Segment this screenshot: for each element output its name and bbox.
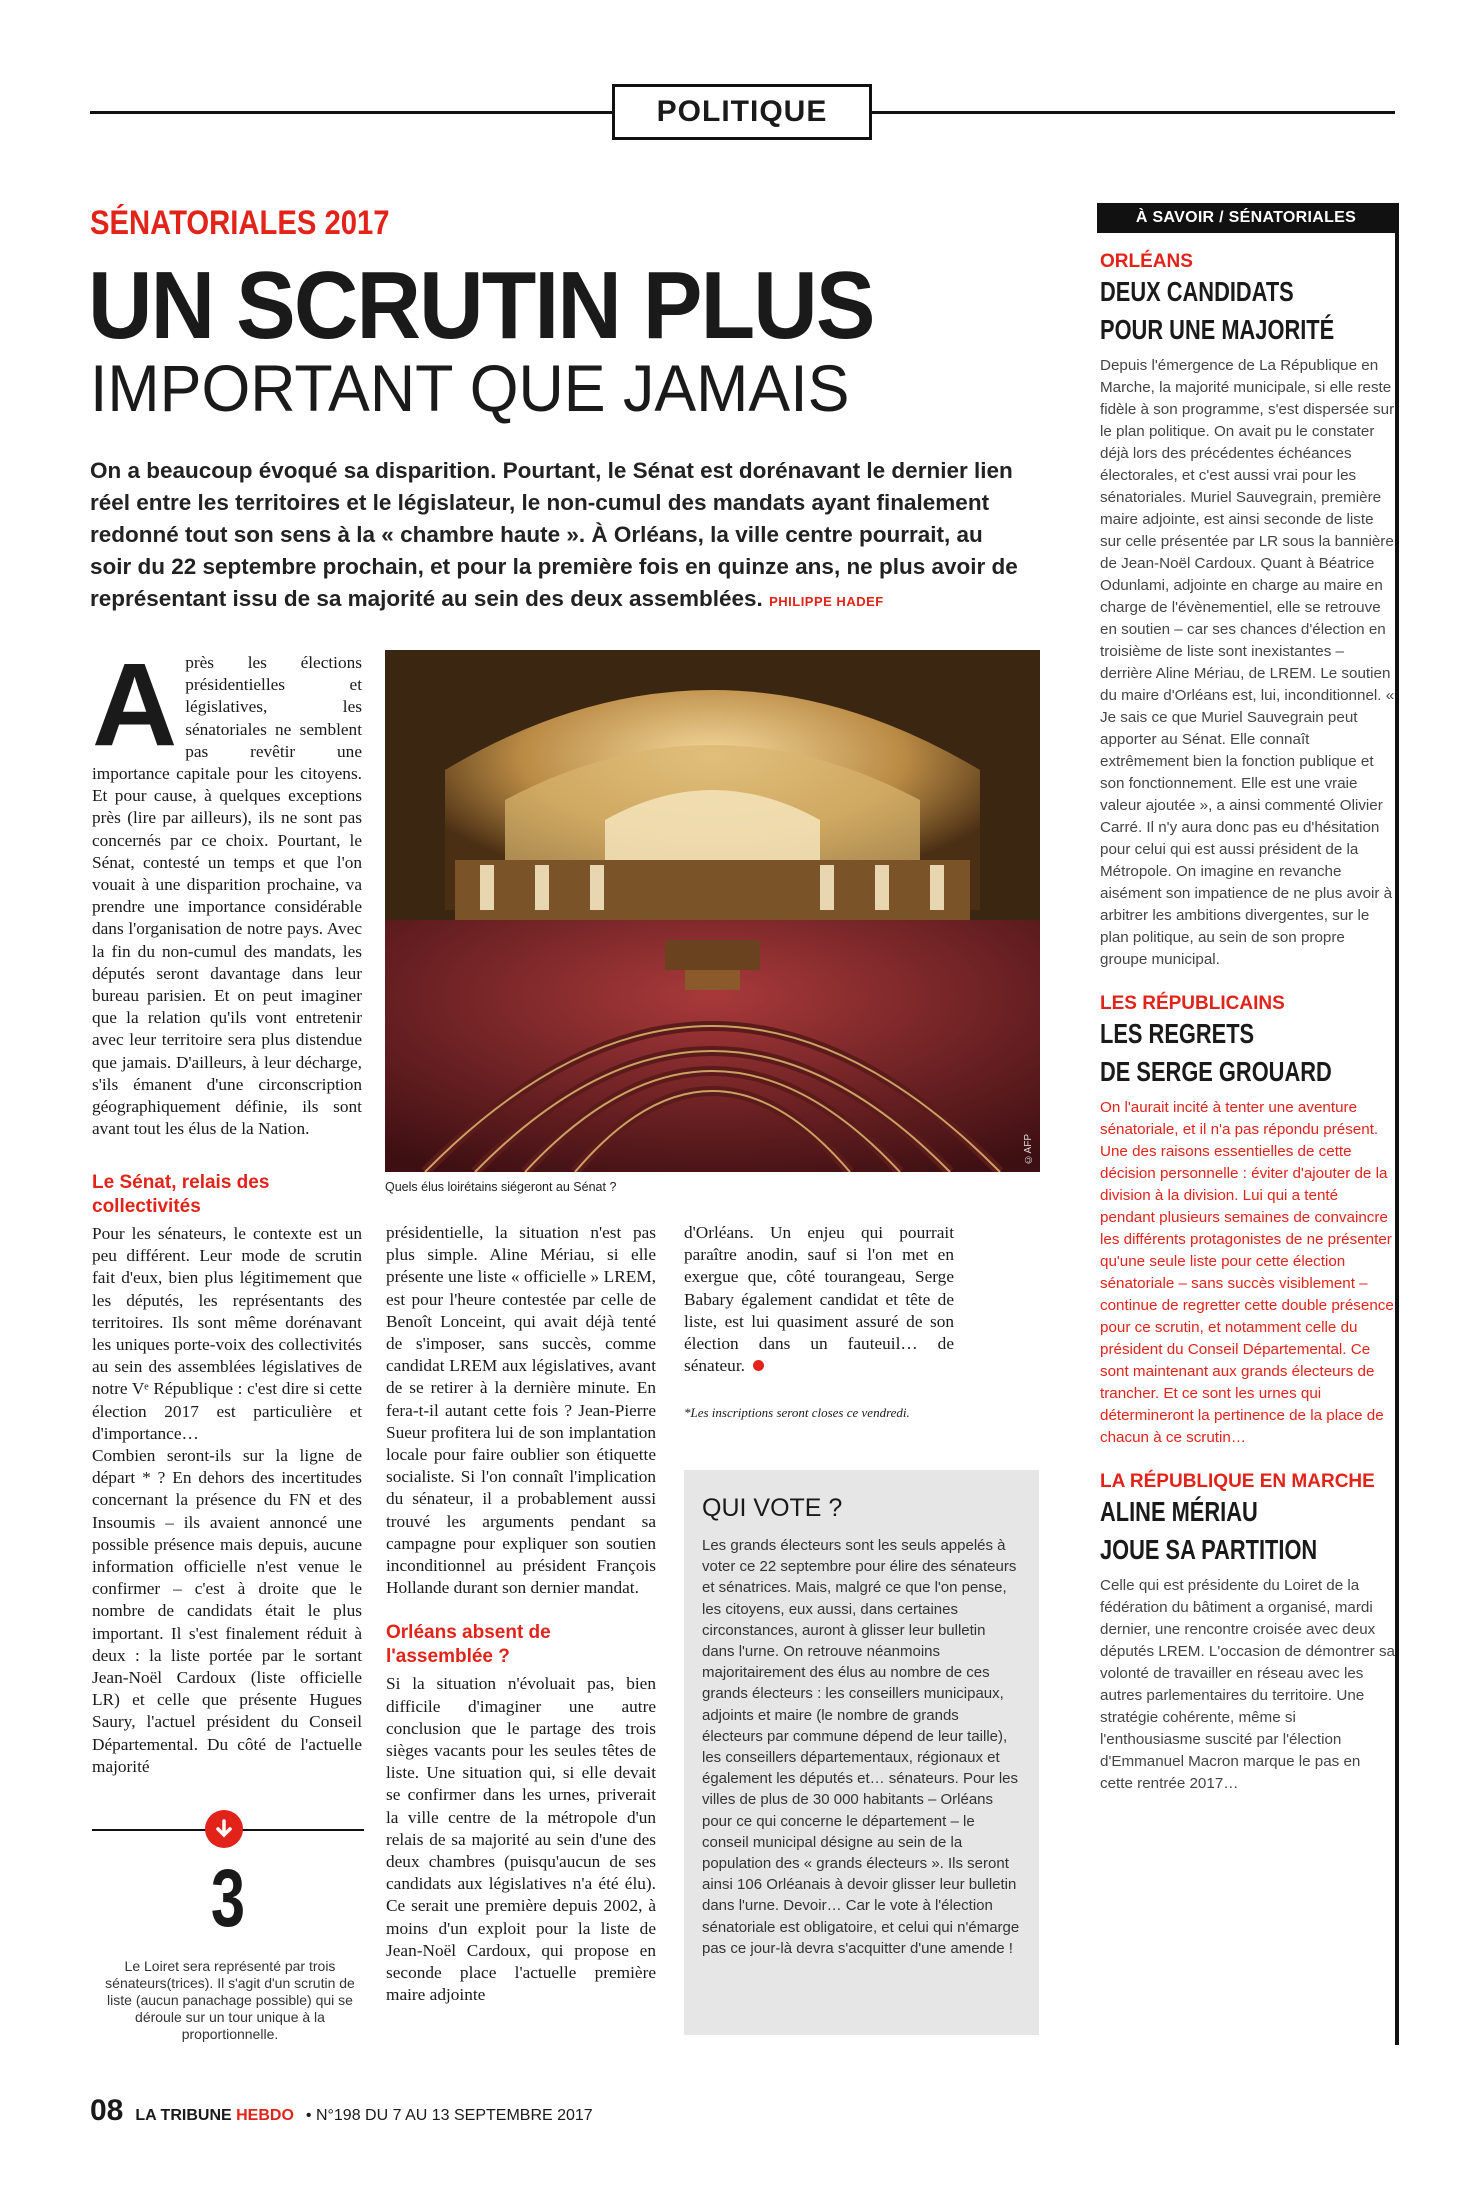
body-text	[386, 1673, 656, 2006]
article-title: UN SCRUTIN PLUS	[88, 252, 874, 359]
sidebar-title: LES REGRETS	[1100, 1018, 1255, 1049]
body-paragraph: Pour les sénateurs, le contexte est un peu différent. Leur mode de scrutin fait d'eux, bien plus légitimement que les députés, les représentants des territoires. Ils sont même dorénavant les uniques porte-voix des collectivités au sein des assemblées législatives de notre Vᵉ République : c'est dire si cette élection 2017 est particulière et d'importance…	[92, 1224, 362, 1443]
sidebar-text: On l'aurait incité à tenter une aventure sénatoriale, et il n'a pas répondu présent. Une des raisons essentielles de cette décision personnelle : éviter d'ajouter de la division à la division. Lui qui a tenté pendant plusieurs semaines de convaincre les différents protagonistes de ne présenter qu'une seule liste pour cette élection sénatoriale – sans succès visiblement – continue de regretter cette double présence pour ce scrutin, et notamment celle du président du Conseil Départemental. Ce sont maintenant aux grands électeurs de trancher. Et ce sont les urnes qui détermineront la pertinence de la place de chacun à ce scrutin…	[1100, 1099, 1394, 1446]
sidebar-title: DE SERGE GROUARD	[1100, 1056, 1332, 1087]
senate-photo	[385, 650, 1040, 1172]
section-rubric: POLITIQUE	[612, 84, 872, 140]
info-box-paragraph: Les grands électeurs sont les seuls appelés à voter ce 22 septembre pour élire des sénateurs et sénatrices. Mais, malgré ce que l'on pense, les citoyens, eux aussi, dans certaines circonstances, auront à glisser leur bulletin dans l'urne.	[702, 1537, 1017, 1661]
down-arrow-icon	[205, 1810, 243, 1848]
sidebar-title: ALINE MÉRIAU	[1100, 1496, 1258, 1527]
body-paragraph: présidentielle, la situation n'est pas plus simple. Aline Mériau, si elle présente une liste « officielle » LREM, est pour l'heure contestée par celle de Benoît Lonceint, qui avait déjà tenté de s'imposer, sans succès, comme candidat LREM aux législatives, avant de se retirer à la dernière minute. En fera-t-il autant cette fois ? Jean-Pierre Sueur profitera lui de son implantation locale pour faire oublier son étiquette socialiste. Si l'on connaît l'implication du sénateur, il a probablement aussi trouvé les arguments pendant sa campagne pour expliquer son soutien inconditionnel au président François Hollande durant son dernier mandat.	[386, 1223, 656, 1598]
photo-caption: Quels élus loirétains siégeront au Sénat ?	[385, 1180, 617, 1194]
sidebar-a-savoir	[1097, 203, 1399, 2045]
sidebar-section-lrem	[1097, 1471, 1395, 1795]
stat-text: Le Loiret sera représenté par trois sénateurs(trices). Il s'agit d'un scrutin de liste (aucun panachage possible) qui se déroule sur un tour unique à la proportionnelle.	[105, 1958, 355, 2042]
body-paragraph: Si la situation n'évoluait pas, bien difficile d'imaginer une autre conclusion que le partage des trois sièges vacants pour les seules têtes de liste. Une situation qui, si elle devait se confirmer dans les urnes, priverait la ville centre de la métropole d'un relais de sa majorité au sein d'une des deux chambres (puisqu'aucun de ses candidats aux législatives n'a été élu). Ce serait une première depuis 2002, à moins d'un exploit pour la liste de Jean-Noël Cardoux, qui propose en seconde place l'actuelle première maire adjointe	[386, 1674, 656, 2005]
info-box-paragraph: On retrouve néanmoins majoritairement des élus au nombre de ces grands électeurs : les conseillers municipaux, adjoints et maire (le nombre de grands électeurs par commune dépend de leur taille), les conseillers départementaux, régionaux et également les députés et… sénateurs. Pour les villes de plus de 30 000 habitants – Orléans pour ce qui concerne le département – le conseil municipal désigne au sein de la population des « grands électeurs ». Ils seront ainsi 106 Orléanais à devoir glisser leur bulletin dans l'urne. Devoir… Car le vote à l'élection sénatoriale est obligatoire, et celui qui n'émarge pas ce jour-là devra s'acquitter d'une amende !	[702, 1643, 1020, 1957]
info-box-text	[684, 1523, 1039, 1959]
body-paragraph: Combien seront-ils sur la ligne de départ * ? En dehors des incertitudes concernant la présence du FN et des Insoumis – ils avaient annoncé une possible présence mais depuis, aucune information officielle n'est venue le confirmer – c'est à droite que le nombre de candidats était le plus important. Il s'est finalement réduit à deux : la liste portée par le sortant Jean-Noël Cardoux (liste officielle LR) et celle que présente Hugues Saury, l'actuel président du Conseil Départemental. Du côté de l'actuelle majorité	[92, 1446, 362, 1776]
brand-suffix: HEBDO	[236, 2107, 294, 2124]
issue-info: • N°198 DU 7 AU 13 SEPTEMBRE 2017	[305, 2107, 593, 2124]
sidebar-section-orleans	[1097, 251, 1395, 971]
footnote: *Les inscriptions seront closes ce vendredi.	[684, 1405, 910, 1420]
subheading: Le Sénat, relais des collectivités	[92, 1172, 270, 1217]
byline: PHILIPPE HADEF	[769, 594, 884, 609]
sidebar-title: JOUE SA PARTITION	[1100, 1534, 1318, 1565]
article-lead	[90, 455, 1020, 618]
sidebar-text: Depuis l'émergence de La République en Marche, la majorité municipale, si elle reste fidèle à son programme, s'est dispersée sur le plan politique. On avait pu le constater déjà lors des précédentes échéances électorales, et c'est aussi vrai pour les sénatoriales. Muriel Sauvegrain, première maire adjointe, est ainsi seconde de liste sur celle présentée par LR sous la bannière de Jean-Noël Cardoux. Quant à Béatrice Odunlami, adjointe en charge au maire en charge de l'évènementiel, elle se retrouve en soutien – car ses chances d'élection en troisième de liste sont inexistantes – derrière Aline Mériau, de LREM. Le soutien du maire d'Orléans est, lui, inconditionnel. « Je sais ce que Muriel Sauvegrain peut apporter au Sénat. Elle connaît extrêmement bien la fonction publique et son fonctionnement. Elle est une vraie valeur ajoutée », a ainsi commenté Olivier Carré. Il n'y aura donc pas eu d'hésitation pour celui qui est aussi président de la Métropole. On imagine en revanche aisément son impatience de ne plus avoir à arbitrer les ambitions divergentes, sur le plan politique, au sein de son propre groupe municipal.	[1100, 357, 1395, 968]
body-column-1-bottom	[92, 1171, 362, 1778]
stat-number: 3	[210, 1853, 246, 1944]
sidebar-title: POUR UNE MAJORITÉ	[1100, 314, 1335, 345]
body-column-1-top	[92, 639, 362, 1140]
sidebar-title: DEUX CANDIDATS	[1100, 276, 1294, 307]
brand-name: LA TRIBUNE	[135, 2107, 232, 2124]
photo-credit: ©AFP	[1023, 1133, 1034, 1164]
body-text	[386, 1222, 656, 1599]
info-box-title: QUI VOTE ?	[702, 1494, 843, 1522]
body-column-2	[386, 1222, 656, 2007]
sidebar-kicker: ORLÉANS	[1100, 251, 1193, 272]
page-number: 08	[90, 2094, 124, 2127]
sidebar-kicker: LA RÉPUBLIQUE EN MARCHE	[1100, 1471, 1375, 1492]
article-subtitle: IMPORTANT QUE JAMAIS	[90, 351, 850, 425]
body-text	[92, 1223, 362, 1778]
body-paragraph: d'Orléans. Un enjeu qui pourrait paraître anodin, sauf si l'on met en exergue que, côté tourangeau, Serge Babary également candidat et tête de liste, est lui quasiment assuré de son élection dans un fauteuil… de sénateur.	[684, 1223, 954, 1376]
article-kicker: SÉNATORIALES 2017	[90, 204, 390, 242]
footer-brand	[135, 2107, 294, 2125]
sidebar-section-republicains	[1097, 993, 1395, 1449]
body-paragraph: près les élections présidentielles et législatives, les sénatoriales ne semblent pas revêtir une importance capitale pour les citoyens. Et pour cause, à quelques exceptions près (lire par ailleurs), ils ne sont pas concernés par ce choix. Pourtant, le Sénat, contesté un temps et que l'on vouait à une disparition prochaine, va prendre une importance considérable dans l'organisation de notre pays. Avec la fin du non-cumul des mandats, les députés seront davantage dans leur bureau parisien. Et on peut imaginer que la relation qu'ils vont entretenir avec leur territoire sera plus distendue que jamais. D'ailleurs, à leur décharge, s'ils émanent d'une circonscription géographiquement définie, ils sont avant tout les élus de la Nation.	[92, 653, 362, 1139]
senate-hemicycle-illustration	[385, 650, 1040, 1172]
body-column-3	[684, 1222, 954, 1377]
sidebar-text: Celle qui est présidente du Loiret de la fédération du bâtiment a organisé, mardi dernier, une rencontre croisée avec deux députés LREM. L'occasion de démontrer sa volonté de travailler en réseau avec les autres parlementaires du territoire. Une stratégie cohérente, même si l'enthousiasme suscité par l'élection d'Emmanuel Macron marque le pas en cette rentrée 2017…	[1100, 1577, 1395, 1792]
article-lead-text: On a beaucoup évoqué sa disparition. Pourtant, le Sénat est dorénavant le dernier lien réel entre les territoires et le législateur, le non-cumul des mandats ayant finalement redonné tout son sens à la « chambre haute ». À Orléans, la ville centre pourrait, au soir du 22 septembre prochain, et pour la première fois en quinze ans, ne plus avoir de représentant issu de sa majorité au sein des deux assemblées.	[90, 458, 1018, 611]
end-mark-icon	[753, 1360, 764, 1371]
info-box	[684, 1470, 1039, 2035]
page-footer	[90, 2094, 593, 2128]
subheading: Orléans absent de l'assemblée ?	[386, 1622, 551, 1668]
drop-cap: A	[92, 639, 178, 771]
sidebar-header: À SAVOIR / SÉNATORIALES	[1097, 203, 1395, 233]
sidebar-kicker: LES RÉPUBLICAINS	[1100, 993, 1285, 1014]
